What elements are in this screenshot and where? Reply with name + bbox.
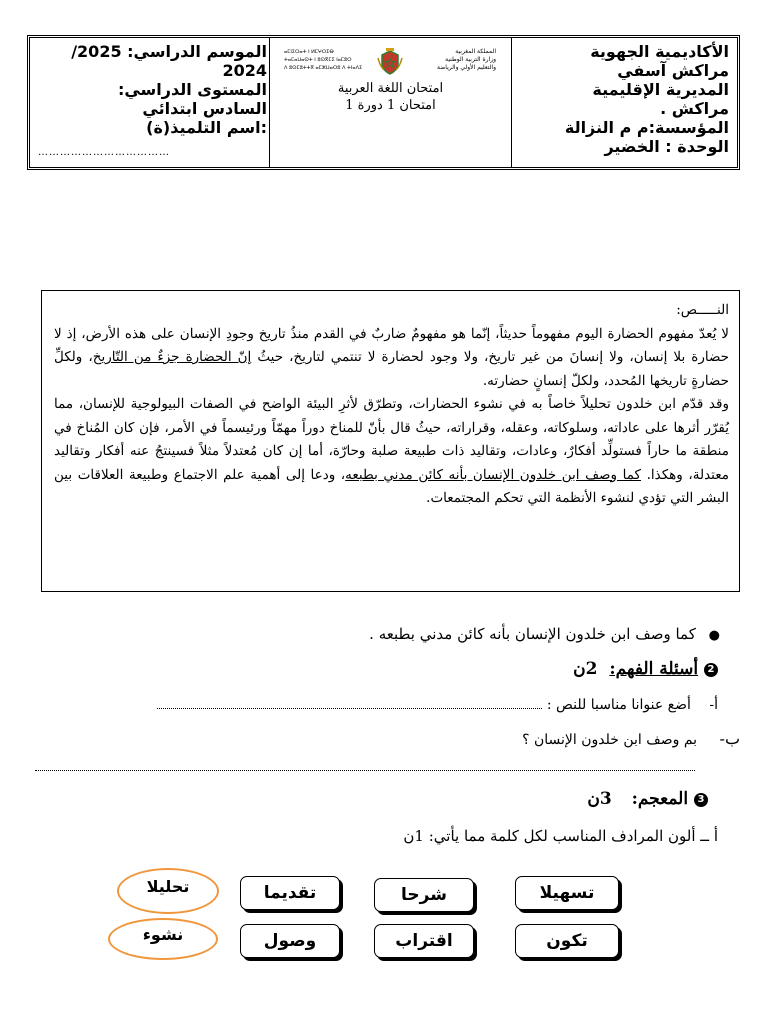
word-box-sharhan[interactable]: شرحا xyxy=(374,878,474,912)
word-box-iqtirab[interactable]: اقتراب xyxy=(374,924,474,958)
city-label: مراكش . xyxy=(660,99,729,118)
level-label: المستوى الدراسي: xyxy=(117,80,267,99)
text-heading: النـــــص: xyxy=(676,302,729,318)
question-a: أ- أضع عنوانا مناسبا للنص : xyxy=(108,694,718,716)
answer-line[interactable] xyxy=(35,762,695,771)
word-oval-nushu[interactable]: نشوء xyxy=(108,918,218,960)
exam-subtitle: امتحان 1 دورة 1 xyxy=(345,98,436,113)
coat-of-arms-icon xyxy=(376,48,404,76)
underlined-phrase-1: إنّ الحضارة جزءٌ من التّاريخ xyxy=(92,349,252,365)
section-number-3: 3 xyxy=(694,793,708,807)
vocabulary-instruction: أ ــ ألون المرادف المناسب لكل كلمة مما يأتي: 1ن xyxy=(403,827,718,845)
school-year: الموسم الدراسي: 2025/ 2024 xyxy=(71,42,267,80)
school-label: المؤسسة:م م النزالة xyxy=(564,118,729,137)
directorate-label: المديرية الإقليمية xyxy=(592,80,729,99)
region-label: مراكش آسفي xyxy=(617,61,729,80)
bullet-icon: ● xyxy=(708,628,720,643)
question-b: ب- بم وصف ابن خلدون الإنسان ؟ xyxy=(522,729,740,748)
word-oval-tahlilan[interactable]: تحليلا xyxy=(117,868,219,914)
comprehension-heading: 2 أسئلة الفهم: 2ن xyxy=(318,656,718,682)
academy-label: الأكاديمية الجهوية xyxy=(590,42,729,61)
unit-label: الوحدة : الخضير xyxy=(604,137,729,156)
exam-title: امتحان اللغة العربية xyxy=(337,81,444,96)
section-number-2: 2 xyxy=(704,663,718,677)
header-exam xyxy=(269,38,511,167)
ministry-logo: ⴰⵎⵏⵉⵔⴰⵜ ⵏ ⵍⵎⵖⵔⵉⴱ ⵜⴰⵎⴰⵡⴰⵙⵜ ⵏ ⵓⵙⴳⵎⵉ ⵏⴰⵎⵓⵔ ⴷ ⵓⵙⵎⵓⵜⵜⴳ ⴰⵎⵣⵡⴰⵔⵓ ⴷ ⵜⵏⴰⴷⵉ المملكة المغربية وزارة التربية الوطنية والتعليم الأولي والرياضة xyxy=(284,46,496,78)
underlined-phrase-2: كما وصف ابن خلدون الإنسان بأنه كائن مدني بطبعه xyxy=(345,466,641,483)
paragraph-2: وقد قدّم ابن خلدون تحليلاً خاصاً به في نشوء الحضارات، وتطرّق لأثرِ البيئة الواضح في الصفات البيولوجية للإنسان، مما يُقرّر أثرها على عاداته، وسلوكاته، وعقله، وقراراته، حيثُ قال بأنّ للمناخ دوراً مهمّاً ورئيسماً في الأمر، فإن كان المُناخ في منطقة ما حاراً فستولِّد أفكارٌ، وعادات، وتقاليد ذات طبيعة صلبة وحارّة، أما إن كان مُعتدلاً مثلاً فسينتجُ عنه أفكار وتقاليد معتدلة، وهكذا. كما وصف ابن خلدون الإنسان بأنه كائن مدني بطبعه، ودعا إلى أهمية علم الاجتماع وطبيعة العلاقات بين البشر التي تؤدي لنشوء الأنظمة التي تحكم المجتمعات. xyxy=(54,396,729,506)
bullet-line: ● كما وصف ابن خلدون الإنسان بأنه كائن مدني بطبعه . xyxy=(369,625,720,643)
header-student xyxy=(30,38,275,167)
title-answer-field[interactable] xyxy=(157,698,542,709)
word-box-takawwun[interactable]: تكون xyxy=(515,924,619,958)
header-table xyxy=(27,35,740,170)
word-box-wusul[interactable]: وصول xyxy=(240,924,340,958)
student-name-field[interactable]: ……………………………… xyxy=(38,147,170,158)
word-box-tashilan[interactable]: تسهيلا xyxy=(515,876,619,910)
header-institution xyxy=(511,38,737,167)
student-name-label: :اسم التلميذ(ة) xyxy=(146,118,267,137)
hidden-text-line xyxy=(30,592,740,610)
reading-text-box xyxy=(41,290,740,592)
vocabulary-heading: 3 المعجم: 3ن xyxy=(408,786,708,812)
word-box-taqdiman[interactable]: تقديما xyxy=(240,876,340,910)
paragraph-1: لا يُعدّ مفهوم الحضارة اليوم مفهوماً حديثاً، إنّما هو مفهومٌ ضاربٌ في القدم منذُ تاريخ وجودِ الإنسان على هذه الأرض، إذ لا حضارة بلا إنسان، ولا إنسانَ من غير تاريخ، ولا وجود لحضارة لا تنتمي لتاريخ، حيثُ إنّ الحضارة جزءٌ من التّاريخ، ولكلِّ حضارةٍ تاريخها المُحدد، ولكلّ إنسانٍ حضارته. xyxy=(54,325,730,389)
level-value: السادس ابتدائي xyxy=(142,99,267,118)
